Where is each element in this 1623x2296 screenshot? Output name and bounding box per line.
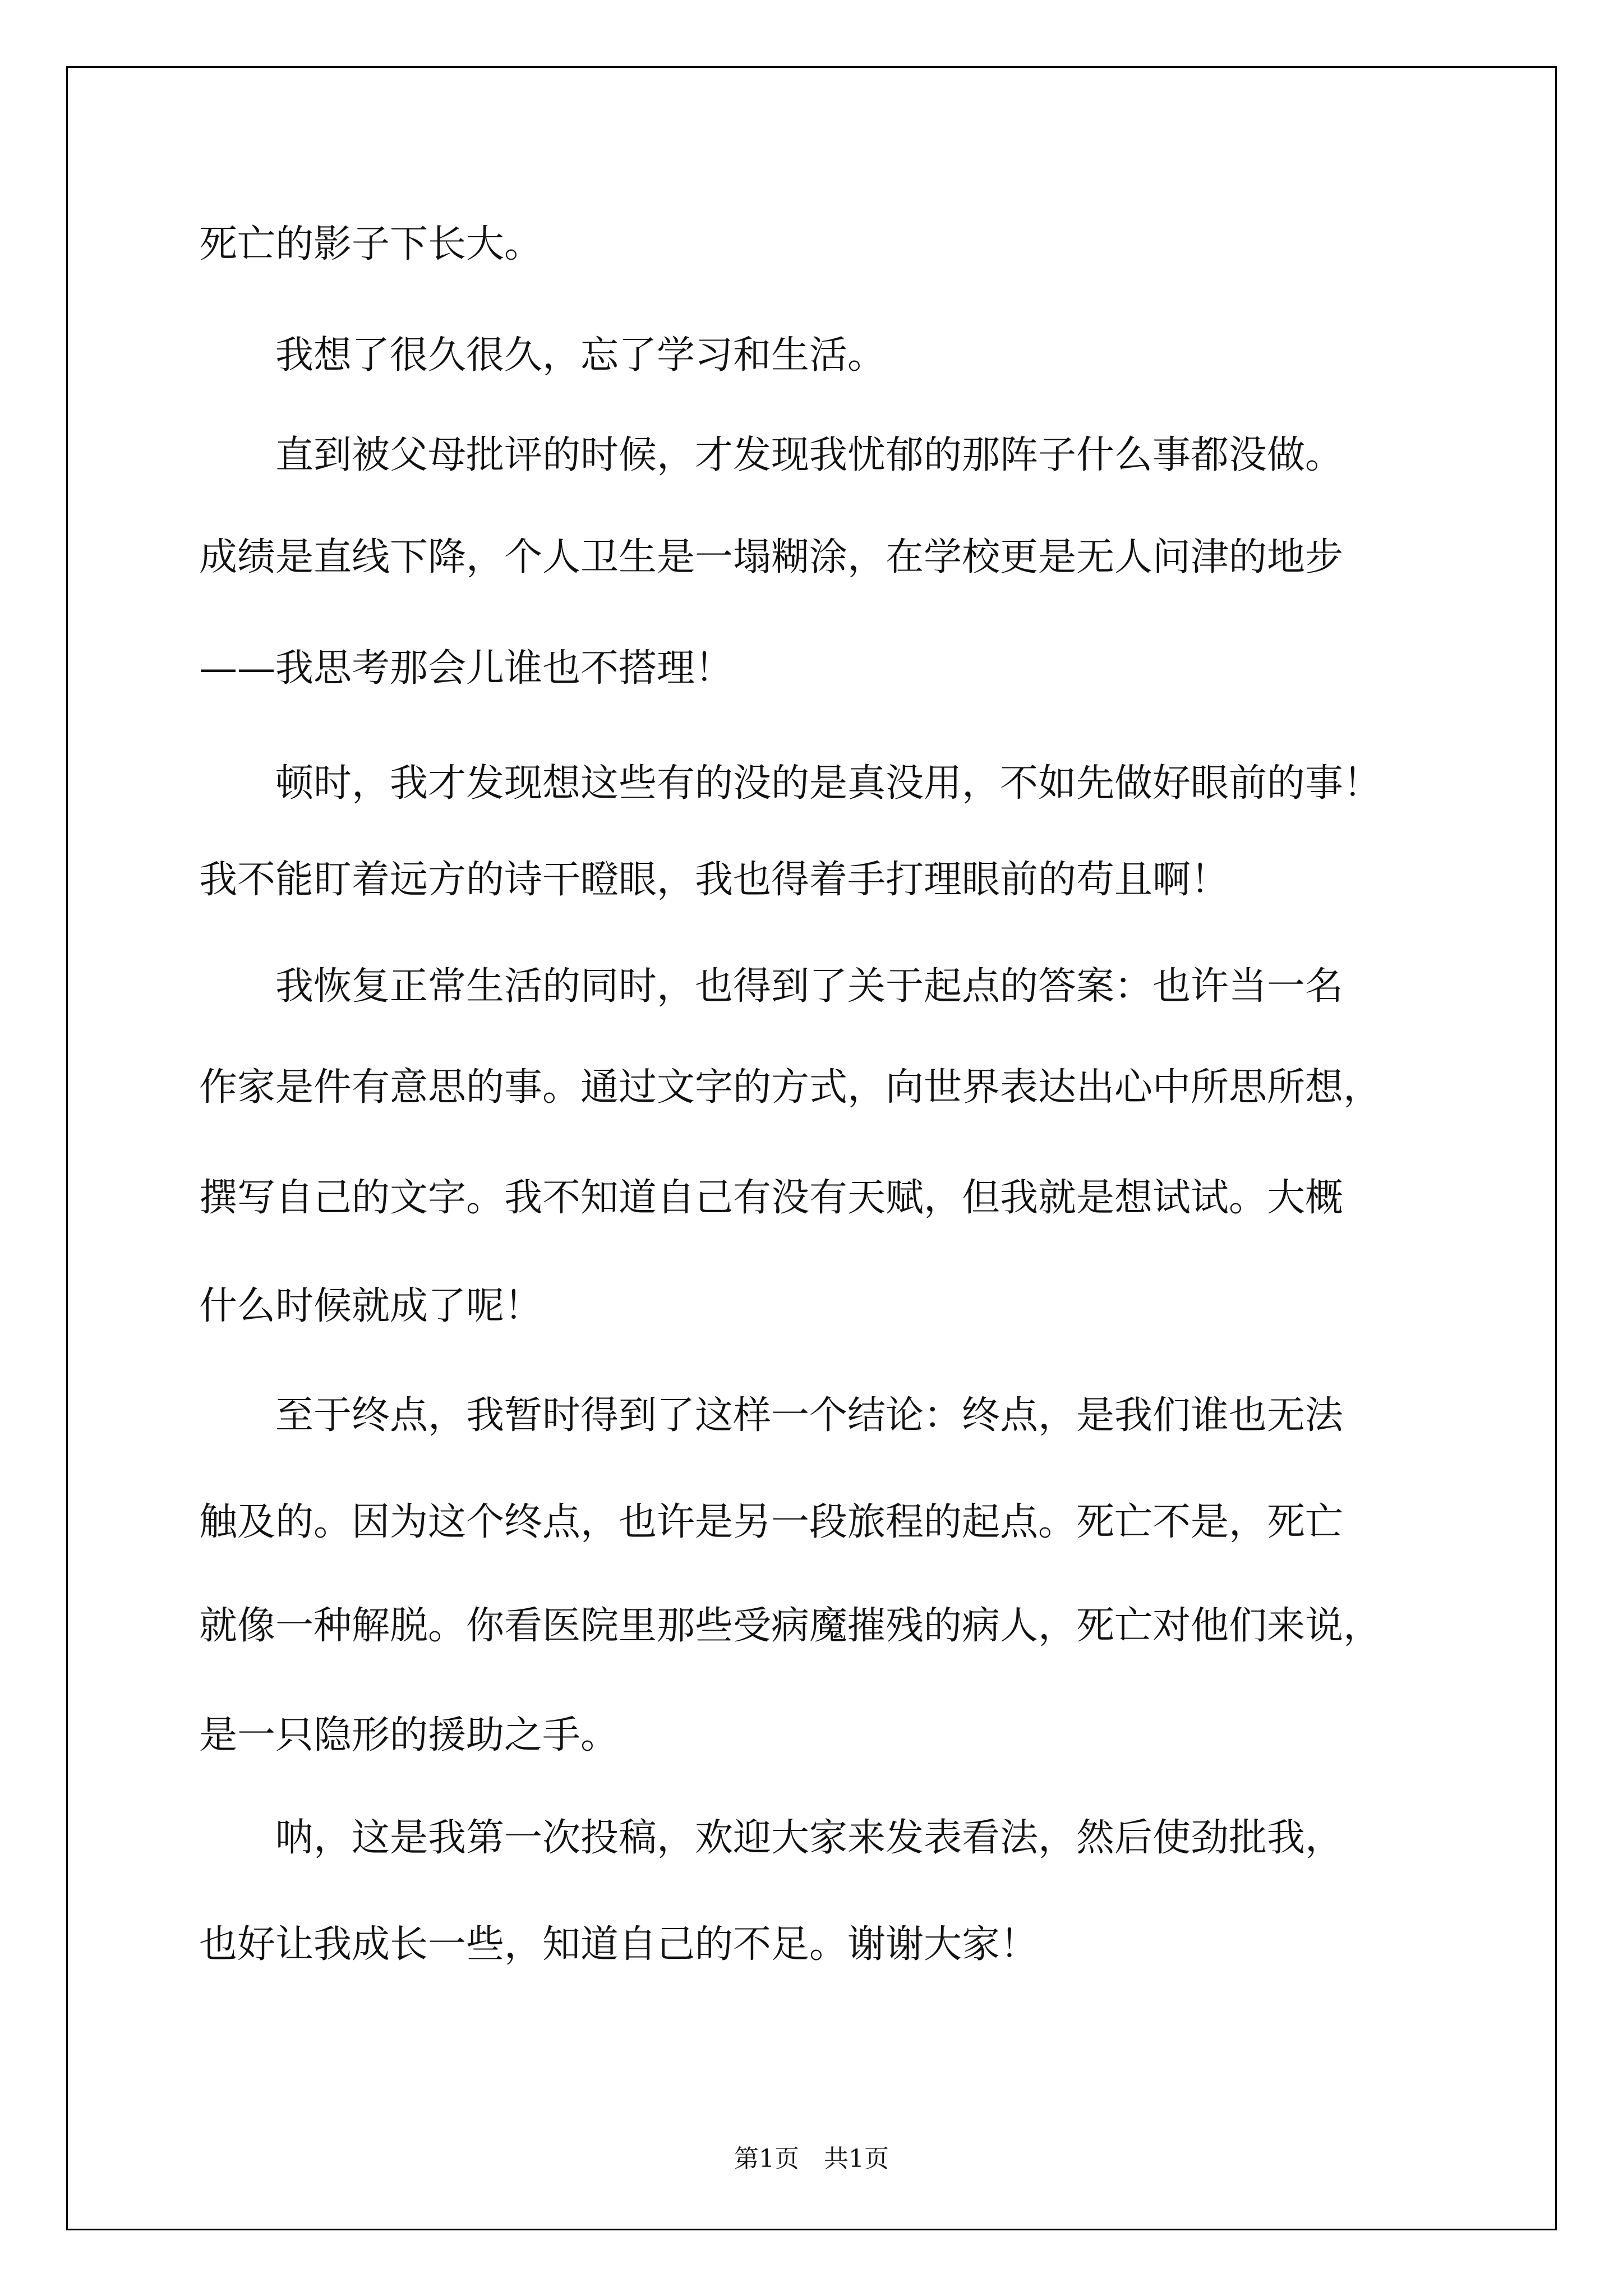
text-line: 什么时候就成了呢！ <box>199 1284 543 1328</box>
text-line: 我不能盯着远方的诗干瞪眼，我也得着手打理眼前的苟且啊！ <box>199 858 1229 902</box>
text-line: 也好让我成长一些，知道自己的不足。谢谢大家！ <box>199 1922 1039 1967</box>
text-line: 我恢复正常生活的同时，也得到了关于起点的答案：也许当一名 <box>199 964 1344 1009</box>
text-line: 死亡的影子下长大。 <box>199 222 543 266</box>
text-line: 撰写自己的文字。我不知道自己有没有天赋，但我就是想试试。大概 <box>199 1176 1344 1220</box>
text-line: 就像一种解脱。你看医院里那些受病魔摧残的病人，死亡对他们来说， <box>199 1604 1382 1648</box>
text-line: 呐，这是我第一次投稿，欢迎大家来发表看法，然后使劲批我， <box>199 1816 1344 1860</box>
text-line: 触及的。因为这个终点，也许是另一段旅程的起点。死亡不是，死亡 <box>199 1500 1344 1544</box>
page-number-footer: 第1页 共1页 <box>734 2145 889 2173</box>
text-line: 我想了很久很久，忘了学习和生活。 <box>199 333 886 378</box>
text-line: 成绩是直线下降，个人卫生是一塌糊涂，在学校更是无人问津的地步 <box>199 535 1344 579</box>
text-line: 至于终点，我暂时得到了这样一个结论：终点，是我们谁也无法 <box>199 1393 1344 1438</box>
page-border <box>66 66 1557 2230</box>
text-line: 是一只隐形的援助之手。 <box>199 1713 619 1757</box>
text-line: 作家是件有意思的事。通过文字的方式，向世界表达出心中所思所想， <box>199 1065 1382 1110</box>
text-line: ——我思考那会儿谁也不搭理！ <box>199 646 734 691</box>
text-line: 直到被父母批评的时候，才发现我忧郁的那阵子什么事都没做。 <box>199 433 1344 477</box>
text-line: 顿时，我才发现想这些有的没的是真没用，不如先做好眼前的事！ <box>199 761 1382 806</box>
